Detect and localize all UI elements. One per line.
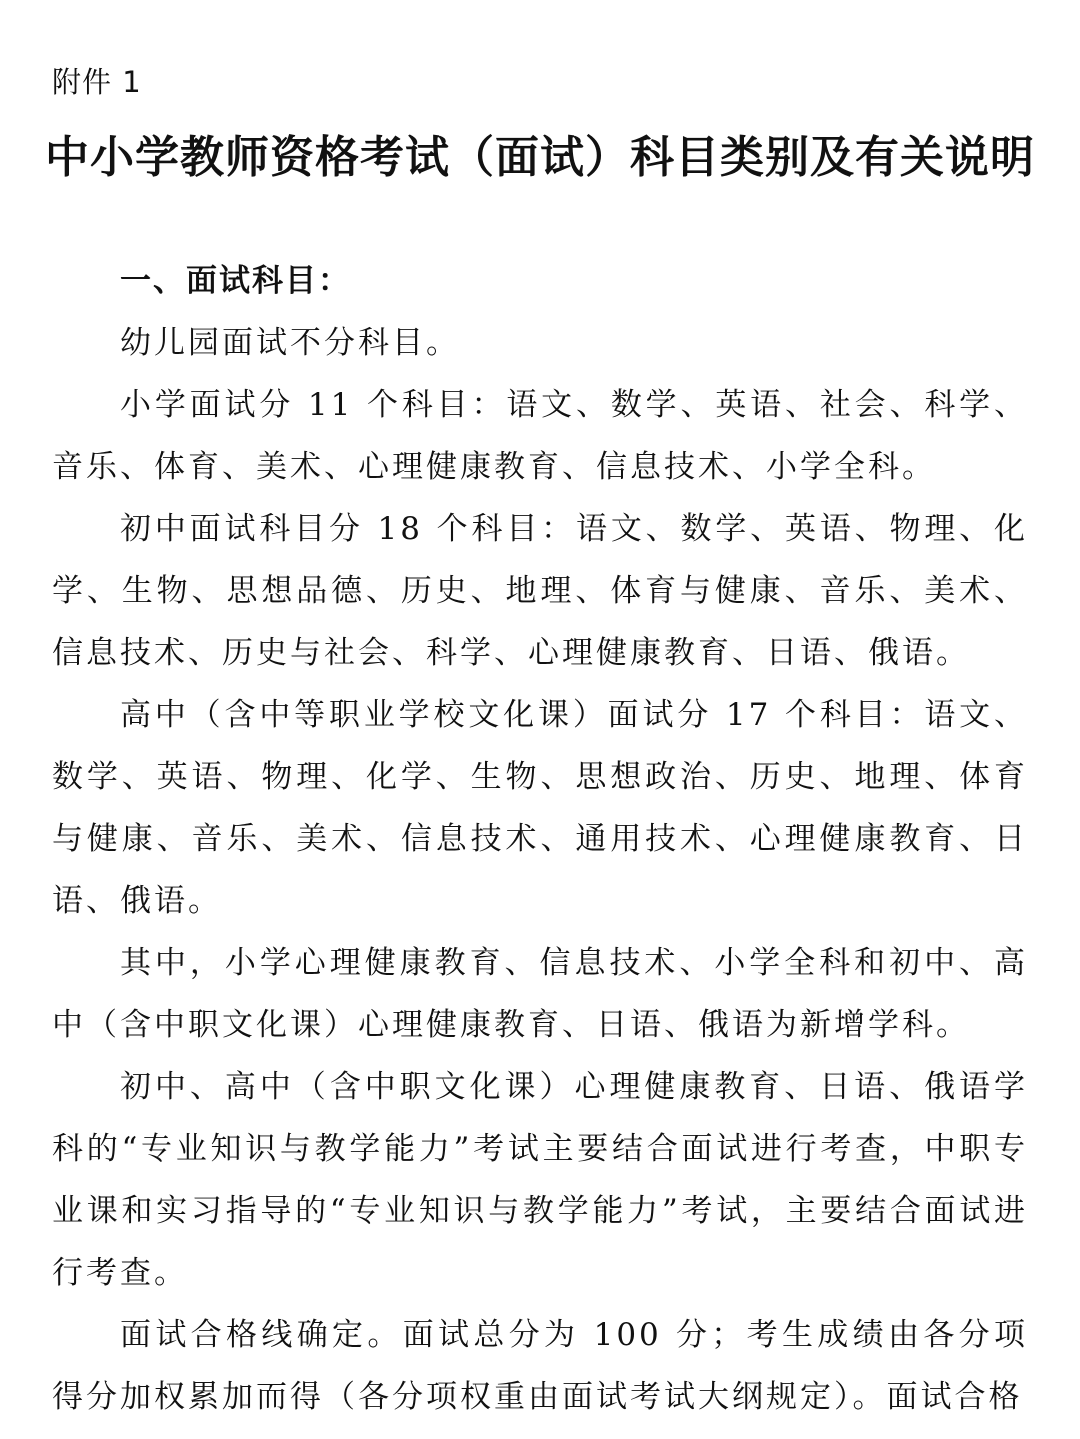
section-heading: 一、面试科目：: [120, 263, 351, 299]
paragraph-senior-high: 高中（含中等职业学校文化课）面试分 17 个科目：语文、数学、英语、物理、化学、生物、思想政治、历史、地理、体育与健康、音乐、美术、信息技术、通用技术、心理健康教育、日语、俄语。: [52, 697, 1028, 919]
attachment-label: 附件 1: [52, 65, 142, 99]
paragraph-junior-high: 初中面试科目分 18 个科目：语文、数学、英语、物理、化学、生物、思想品德、历史、地理、体育与健康、音乐、美术、信息技术、历史与社会、科学、心理健康教育、日语、俄语。: [52, 511, 1028, 671]
paragraph-passing-score: 面试合格线确定。面试总分为 100 分；考生成绩由各分项得分加权累加而得（各分项权重由面试考试大纲规定）。面试合格: [52, 1317, 1028, 1415]
document-title: 中小学教师资格考试（面试）科目类别及有关说明: [45, 132, 1035, 183]
paragraph-primary-school: 小学面试分 11 个科目：语文、数学、英语、社会、科学、音乐、体育、美术、心理健康教育、信息技术、小学全科。: [52, 387, 1028, 485]
document-body: [52, 312, 1028, 1428]
paragraph-professional-knowledge: 初中、高中（含中职文化课）心理健康教育、日语、俄语学科的“专业知识与教学能力”考试主要结合面试进行考查，中职专业课和实习指导的“专业知识与教学能力”考试，主要结合面试进行考查。: [52, 1069, 1028, 1291]
paragraph-new-subjects: 其中，小学心理健康教育、信息技术、小学全科和初中、高中（含中职文化课）心理健康教育、日语、俄语为新增学科。: [52, 945, 1028, 1043]
paragraph-kindergarten: 幼儿园面试不分科目。: [120, 325, 460, 361]
